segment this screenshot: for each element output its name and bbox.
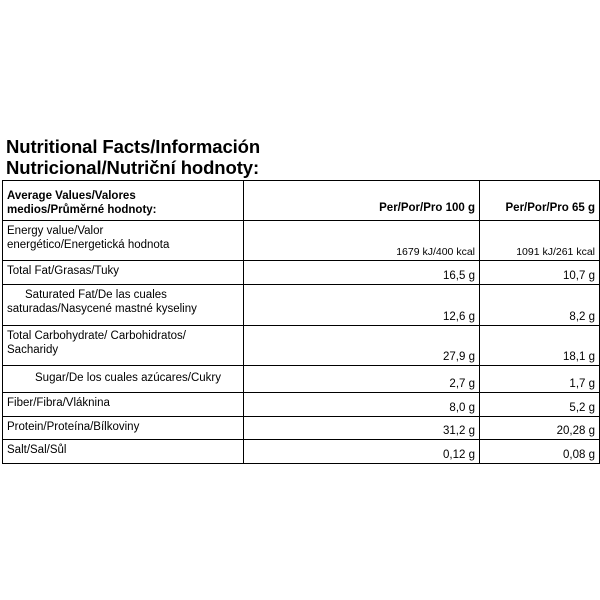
row-label-line-1: Total Carbohydrate/ Carbohidratos/ (7, 330, 186, 342)
row-label-salt (3, 440, 244, 464)
row-label-sugar (3, 366, 244, 393)
value-per-65g: 1,7 g (480, 366, 600, 393)
row-label-line-2: Sacharidy (7, 344, 59, 356)
row-label-total-carbohydrate (3, 326, 244, 366)
value-per-65g: 10,7 g (480, 261, 600, 285)
row-label-line-1: Saturated Fat/De las cuales (25, 289, 167, 301)
value-per-100g: 27,9 g (244, 326, 480, 366)
value-per-100g: 8,0 g (244, 393, 480, 417)
row-label-line-1: Energy value/Valor (7, 225, 104, 237)
value-per-65g: 18,1 g (480, 326, 600, 366)
header-per-65g: Per/Por/Pro 65 g (480, 181, 600, 221)
row-label-line-1: Fiber/Fibra/Vláknina (7, 397, 110, 409)
nutrition-table (2, 180, 600, 464)
table-row (3, 440, 600, 464)
row-label-line-2: energético/Energetická hodnota (7, 239, 170, 251)
row-label-line-1: Sugar/De los cuales azúcares/Cukry (35, 372, 221, 384)
title-line-2: Nutricional/Nutriční hodnoty: (6, 157, 260, 178)
table-row (3, 326, 600, 366)
row-label-line-1: Protein/Proteína/Bílkoviny (7, 421, 140, 433)
row-label-saturated-fat (3, 285, 244, 326)
value-per-100g: 16,5 g (244, 261, 480, 285)
row-label-line-1: Total Fat/Grasas/Tuky (7, 265, 120, 277)
value-per-100g: 2,7 g (244, 366, 480, 393)
row-label-energy (3, 221, 244, 261)
table-row (3, 261, 600, 285)
table-row (3, 417, 600, 440)
value-per-100g: 31,2 g (244, 417, 480, 440)
table-row (3, 366, 600, 393)
row-label-total-fat (3, 261, 244, 285)
header-label-line-1: Average Values/Valores (7, 190, 136, 202)
value-per-65g: 5,2 g (480, 393, 600, 417)
value-per-65g: 1091 kJ/261 kcal (480, 221, 600, 261)
value-per-65g: 8,2 g (480, 285, 600, 326)
row-label-protein (3, 417, 244, 440)
row-label-fiber (3, 393, 244, 417)
row-label-line-1: Salt/Sal/Sůl (7, 444, 67, 456)
table-row (3, 221, 600, 261)
value-per-100g: 1679 kJ/400 kcal (244, 221, 480, 261)
table-header-row (3, 181, 600, 221)
header-per-100g: Per/Por/Pro 100 g (244, 181, 480, 221)
value-per-65g: 20,28 g (480, 417, 600, 440)
header-label-line-2: medios/Průměrné hodnoty: (7, 204, 157, 216)
value-per-100g: 12,6 g (244, 285, 480, 326)
header-label-cell (3, 181, 244, 221)
table-row (3, 393, 600, 417)
table-row (3, 285, 600, 326)
row-label-line-2: saturadas/Nasycené mastné kyseliny (7, 303, 197, 315)
nutrition-title (6, 136, 586, 178)
title-line-1: Nutritional Facts/Información (6, 136, 261, 157)
value-per-65g: 0,08 g (480, 440, 600, 464)
value-per-100g: 0,12 g (244, 440, 480, 464)
